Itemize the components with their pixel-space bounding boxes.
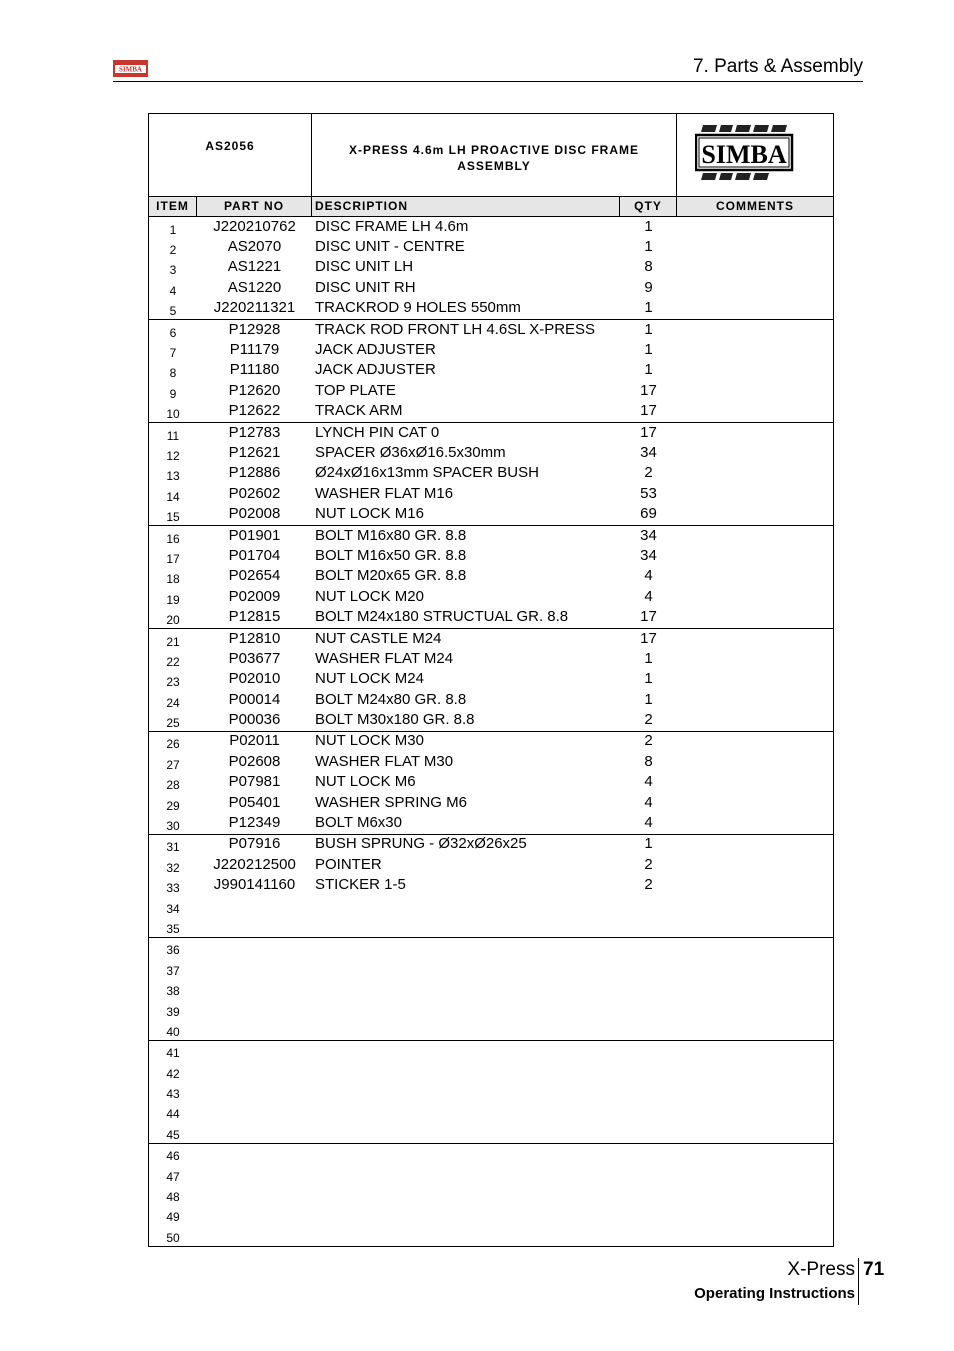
description-cell [312,1050,620,1052]
item-cell: 24 [166,695,180,710]
qty-cell: 2 [644,732,653,750]
table-row [149,1164,833,1184]
part-no-cell [197,988,312,990]
table-row [149,1205,833,1225]
table-row [149,504,833,524]
description-cell [312,1234,620,1236]
item-cell: 11 [166,428,180,443]
table-row [149,896,833,916]
section-title: 7. Parts & Assembly [692,56,863,77]
item-cell: 50 [166,1230,180,1245]
qty-cell: 1 [644,299,653,317]
table-row [149,237,833,257]
part-no-cell: P02010 [228,670,281,688]
item-cell: 40 [166,1024,180,1039]
description-cell: WASHER SPRING M6 [315,793,467,811]
table-row [149,752,833,772]
qty-cell: 17 [640,608,657,626]
qty-cell: 17 [640,423,657,441]
table-row [149,361,833,381]
item-cell: 21 [166,634,180,649]
part-no-cell [197,1070,312,1072]
qty-cell: 34 [640,443,657,461]
part-no-cell [197,967,312,969]
item-cell: 45 [166,1127,180,1142]
footer-product: X-Press [787,1259,855,1280]
description-cell: STICKER 1-5 [315,876,406,894]
qty-cell [620,988,677,990]
description-cell: DISC UNIT LH [315,258,414,276]
item-cell: 10 [166,407,180,422]
qty-cell: 1 [644,238,653,256]
qty-cell [620,1111,677,1113]
qty-cell: 2 [644,855,653,873]
table-body [149,217,833,1246]
part-no-cell: P01901 [228,526,281,544]
qty-cell: 1 [644,649,653,667]
column-headers [149,197,833,217]
item-cell: 27 [166,757,180,772]
part-no-cell: P02009 [228,587,281,605]
description-cell: JACK ADJUSTER [315,361,436,379]
part-no-cell: P12810 [228,629,281,647]
description-cell [312,967,620,969]
item-cell: 29 [166,798,180,813]
table-row [149,773,833,793]
qty-cell: 8 [644,258,653,276]
qty-cell: 69 [640,505,657,523]
item-cell: 14 [166,489,180,504]
qty-cell [620,905,677,907]
part-no-cell: P12622 [228,402,281,420]
item-cell: 31 [166,840,180,855]
qty-cell [620,1153,677,1155]
assembly-code: AS2056 [149,114,312,196]
table-row [149,876,833,896]
description-cell [312,1131,620,1133]
qty-cell: 1 [644,341,653,359]
qty-cell: 4 [644,793,653,811]
table-row [149,258,833,278]
item-cell: 6 [169,325,177,340]
description-cell: BOLT M16x80 GR. 8.8 [315,526,467,544]
part-no-cell: P07916 [228,835,281,853]
qty-cell: 8 [644,752,653,770]
description-cell: NUT CASTLE M24 [315,629,442,647]
qty-cell: 1 [644,320,653,338]
part-no-cell [197,1194,312,1196]
table-row [149,381,833,401]
part-no-cell: P12815 [228,608,281,626]
item-cell: 32 [166,860,180,875]
item-cell: 47 [166,1169,180,1184]
table-row [149,629,833,649]
item-cell: 33 [166,881,180,896]
description-cell: Ø24xØ16x13mm SPACER BUSH [315,464,539,482]
table-row [149,278,833,298]
item-cell: 17 [166,551,180,566]
description-cell: DISC UNIT RH [315,278,416,296]
qty-cell: 1 [644,217,653,235]
description-cell [312,1111,620,1113]
qty-cell: 2 [644,876,653,894]
item-cell: 42 [166,1066,180,1081]
part-no-cell [197,1050,312,1052]
table-row [149,299,833,319]
item-cell: 7 [169,346,177,361]
description-cell: BOLT M16x50 GR. 8.8 [315,546,467,564]
description-cell: WASHER FLAT M16 [315,484,454,502]
table-row [149,916,833,936]
part-no-cell: P11179 [229,341,280,359]
table-row [149,793,833,813]
table-row [149,835,833,855]
part-no-cell: J220210762 [213,217,296,235]
part-no-cell: P12928 [228,320,281,338]
qty-cell: 4 [644,567,653,585]
description-cell: DISC FRAME LH 4.6m [315,217,469,235]
col-part-no: PART NO [197,197,312,216]
item-cell: 43 [166,1087,180,1102]
part-no-cell: AS1220 [227,278,282,296]
col-description: DESCRIPTION [312,197,620,216]
item-cell: 34 [166,901,180,916]
part-no-cell: P00036 [228,711,281,729]
table-row [149,1122,833,1142]
item-cell: 49 [166,1210,180,1225]
qty-cell: 34 [640,526,657,544]
table-row [149,690,833,710]
part-no-cell: P07981 [228,773,281,791]
part-no-cell: J220211321 [213,299,296,317]
qty-cell [620,1173,677,1175]
table-row [149,1019,833,1039]
part-no-cell: P02602 [228,484,281,502]
part-no-cell [197,925,312,927]
item-cell: 25 [166,716,180,731]
description-cell [312,1214,620,1216]
item-cell: 46 [166,1149,180,1164]
table-row [149,1144,833,1164]
item-cell: 35 [166,921,180,936]
header-simba-logo [113,60,148,77]
item-cell: 19 [166,592,180,607]
description-cell: BOLT M30x180 GR. 8.8 [315,711,475,729]
part-no-cell: P05401 [228,793,281,811]
table-row [149,813,833,833]
item-cell: 36 [166,943,180,958]
part-no-cell: AS2070 [227,238,282,256]
description-cell: TOP PLATE [315,381,396,399]
description-cell: WASHER FLAT M30 [315,752,454,770]
part-no-cell: J990141160 [213,876,296,894]
qty-cell [620,925,677,927]
part-no-cell: P02008 [228,505,281,523]
description-cell: NUT LOCK M24 [315,670,424,688]
part-no-cell [197,1153,312,1155]
part-no-cell: P00014 [228,690,281,708]
table-row [149,1061,833,1081]
description-cell: NUT LOCK M30 [315,732,424,750]
description-cell [312,1008,620,1010]
qty-cell [620,1091,677,1093]
item-cell: 9 [169,386,177,401]
description-cell: TRACKROD 9 HOLES 550mm [315,299,521,317]
page-number: 71 [863,1259,885,1280]
description-cell [312,1091,620,1093]
qty-cell: 34 [640,546,657,564]
row-group [149,320,833,423]
item-cell: 5 [169,304,177,319]
part-no-cell [197,1173,312,1175]
table-row [149,958,833,978]
row-group [149,938,833,1041]
table-row [149,938,833,958]
qty-cell [620,1070,677,1072]
qty-cell: 1 [644,690,653,708]
table-row [149,402,833,422]
item-cell: 18 [166,572,180,587]
table-row [149,1225,833,1245]
item-cell: 2 [169,243,177,258]
item-cell: 28 [166,778,180,793]
part-no-cell [197,1028,312,1030]
description-cell [312,925,620,927]
item-cell: 4 [169,283,177,298]
table-row [149,978,833,998]
part-no-cell: P02011 [229,732,280,750]
qty-cell [620,1194,677,1196]
description-cell [312,1173,620,1175]
description-cell [312,1153,620,1155]
description-cell: NUT LOCK M16 [315,505,424,523]
qty-cell: 17 [640,629,657,647]
qty-cell: 1 [644,361,653,379]
qty-cell [620,1050,677,1052]
table-row [149,670,833,690]
table-row [149,649,833,669]
description-cell [312,905,620,907]
item-cell: 39 [166,1004,180,1019]
row-group [149,835,833,938]
title-block [149,114,833,197]
qty-cell: 4 [644,587,653,605]
qty-cell: 17 [640,402,657,420]
row-group [149,1144,833,1246]
table-row [149,423,833,443]
part-no-cell [197,1091,312,1093]
table-row [149,443,833,463]
description-cell: NUT LOCK M20 [315,587,424,605]
item-cell: 13 [166,469,180,484]
part-no-cell: P12783 [228,423,281,441]
qty-cell: 1 [644,835,653,853]
item-cell: 1 [169,222,177,237]
qty-cell: 53 [640,484,657,502]
description-cell [312,1194,620,1196]
qty-cell: 17 [640,381,657,399]
qty-cell [620,1214,677,1216]
table-row [149,484,833,504]
table-row [149,607,833,627]
part-no-cell: P03677 [228,649,281,667]
part-no-cell: P02654 [228,567,281,585]
part-no-cell: P12886 [228,464,281,482]
footer-subtitle: Operating Instructions [694,1285,855,1302]
table-row [149,320,833,340]
part-no-cell [197,1111,312,1113]
table-row [149,567,833,587]
description-cell: TRACK ROD FRONT LH 4.6SL X-PRESS [315,320,596,338]
qty-cell [620,1131,677,1133]
part-no-cell [197,947,312,949]
header-rule [113,81,863,82]
description-cell: BOLT M6x30 [315,814,402,832]
qty-cell [620,1008,677,1010]
qty-cell: 4 [644,773,653,791]
description-cell: DISC UNIT - CENTRE [315,238,465,256]
qty-cell [620,1028,677,1030]
logo-text: SIMBA [701,140,787,169]
row-group [149,629,833,732]
description-cell: BOLT M24x80 GR. 8.8 [315,690,467,708]
item-cell: 44 [166,1107,180,1122]
table-row [149,526,833,546]
item-cell: 48 [166,1190,180,1205]
item-cell: 23 [166,675,180,690]
item-cell: 22 [166,654,180,669]
item-cell: 20 [166,613,180,628]
item-cell: 12 [166,448,180,463]
description-cell [312,947,620,949]
qty-cell: 2 [644,464,653,482]
row-group [149,1041,833,1144]
part-no-cell: P11180 [229,361,280,379]
qty-cell: 2 [644,711,653,729]
description-cell: LYNCH PIN CAT 0 [315,423,440,441]
part-no-cell: P12620 [228,381,281,399]
table-row [149,340,833,360]
table-row [149,999,833,1019]
item-cell: 38 [166,984,180,999]
description-cell: POINTER [315,855,382,873]
row-group [149,217,833,320]
description-cell: JACK ADJUSTER [315,341,436,359]
row-group [149,526,833,629]
part-no-cell [197,905,312,907]
row-group [149,423,833,526]
part-no-cell [197,1234,312,1236]
item-cell: 3 [169,263,177,278]
assembly-description: X-PRESS 4.6m LH PROACTIVE DISC FRAME ASSEMBLY [312,114,677,196]
table-row [149,855,833,875]
item-cell: 8 [169,366,177,381]
qty-cell: 1 [644,670,653,688]
description-cell [312,988,620,990]
item-cell: 37 [166,963,180,978]
item-cell: 16 [166,531,180,546]
part-no-cell [197,1214,312,1216]
table-row [149,732,833,752]
simba-logo [677,114,833,196]
part-no-cell [197,1008,312,1010]
item-cell: 41 [166,1046,180,1061]
footer-divider [858,1258,859,1305]
svg-text:SIMBA: SIMBA [119,65,142,74]
item-cell: 26 [166,737,180,752]
qty-cell [620,967,677,969]
table-row [149,546,833,566]
part-no-cell: P12621 [228,443,281,461]
description-cell: NUT LOCK M6 [315,773,416,791]
parts-table [148,113,834,1247]
table-row [149,587,833,607]
col-item: ITEM [149,197,197,216]
part-no-cell: P12349 [228,814,281,832]
description-cell [312,1070,620,1072]
description-cell: TRACK ARM [315,402,403,420]
col-qty: QTY [620,197,677,216]
qty-cell [620,1234,677,1236]
part-no-cell: AS1221 [227,258,282,276]
description-cell: SPACER Ø36xØ16.5x30mm [315,443,506,461]
table-row [149,1081,833,1101]
description-cell: BOLT M20x65 GR. 8.8 [315,567,467,585]
row-group [149,732,833,835]
part-no-cell [197,1131,312,1133]
table-row [149,1102,833,1122]
qty-cell: 9 [644,278,653,296]
description-cell [312,1028,620,1030]
table-row [149,1184,833,1204]
table-row [149,464,833,484]
part-no-cell: P01704 [228,546,281,564]
qty-cell: 4 [644,814,653,832]
part-no-cell: J220212500 [213,855,296,873]
part-no-cell: P02608 [228,752,281,770]
item-cell: 30 [166,819,180,834]
col-comments: COMMENTS [716,199,794,213]
table-row [149,1041,833,1061]
item-cell: 15 [166,510,180,525]
description-cell: BUSH SPRUNG - Ø32xØ26x25 [315,835,527,853]
description-cell: BOLT M24x180 STRUCTUAL GR. 8.8 [315,608,569,626]
table-row [149,710,833,730]
description-cell: WASHER FLAT M24 [315,649,454,667]
qty-cell [620,947,677,949]
table-row [149,217,833,237]
